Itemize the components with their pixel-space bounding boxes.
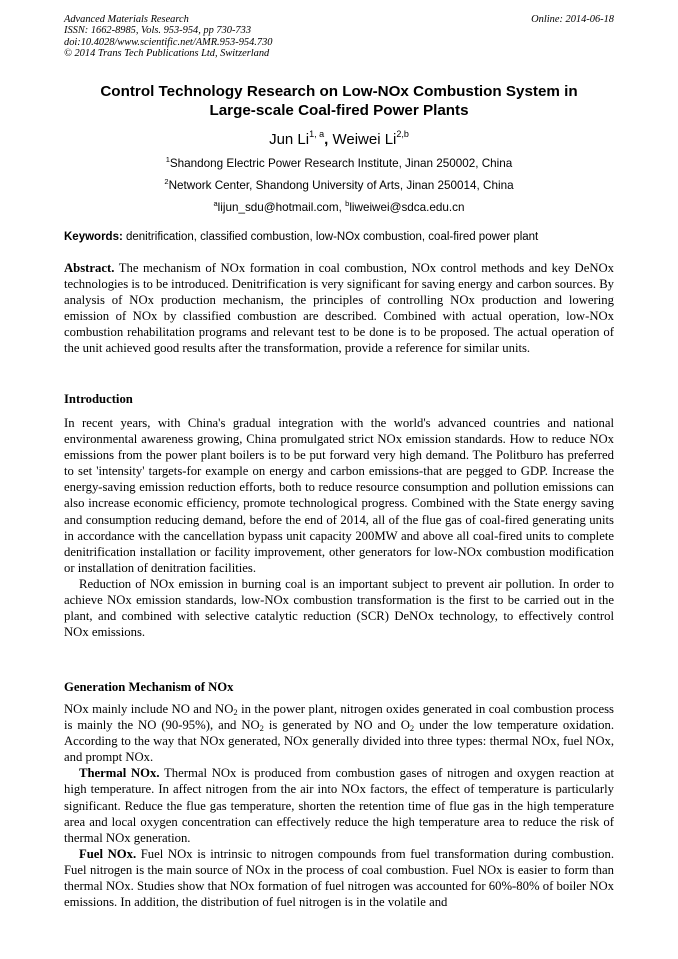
fuel-nox-paragraph: [64, 846, 614, 910]
section-heading-generation-mechanism: Generation Mechanism of NOx: [64, 680, 234, 694]
affiliation-1: [64, 157, 614, 171]
affiliation-2-marker: 2: [164, 177, 169, 186]
author-1: Jun Li: [269, 131, 310, 148]
journal-header: [64, 14, 614, 60]
paper-title: [64, 82, 614, 120]
keywords-label: Keywords:: [64, 231, 123, 243]
title-line-2: Large-scale Coal-fired Power Plants: [209, 102, 469, 119]
title-line-1: Control Technology Research on Low-NOx Combustion System in: [100, 83, 578, 100]
fuel-nox-text: Fuel NOx is intrinsic to nitrogen compounds from fuel transformation during combustion. Fuel nitrogen is the main source of NOx in the process of coal combustion. Fuel NOx is easier to form than thermal NOx. Studies show that NOx formation of fuel nitrogen was accounted for 60%-80% of boiler NOx emissions. In addition, the distribution of fuel nitrogen is in the volatile and: [64, 846, 614, 910]
generation-paragraph-1: NOx mainly include NO and $NO_2$ in the power plant, nitrogen oxides generated in coal combustion process is mainly the NO (90-95%), and $NO_2$ is generated by NO and $O_2$ under the low temperature oxidation. According to the way that NOx generated, NOx generally divided into three types: thermal NOx, fuel NOx, and prompt NOx.: [64, 702, 614, 765]
abstract-text: The mechanism of NOx formation in coal combustion, NOx control methods and key DeNOx technologies is to be introduced. Denitrification is very significant for saving energy and carbon sources. By analysis of NOx production mechanism, the principles of controlling NOx production and lowering emission of NOx by classified combustion are described. Combined with actual operation, low-NOx combustion rehabilitation programs and relevant test to be done is to be proposed. The actual operation of the unit achieved good results after the transformation, provide a reference for similar units.: [64, 261, 614, 356]
thermal-nox-text: Thermal NOx is produced from combustion gases of nitrogen and oxygen reaction at high temperature. In affect nitrogen from the air into NOx factors, the effect of temperature is particularly significant. Reduce the flue gas temperature, shorten the retention time of flue gas in the high temperature area and local oxygen concentration can effectively reduce the high temperature area to reduce the risk of thermal NOx generation.: [64, 766, 614, 845]
doi-line: doi:10.4028/www.scientific.net/AMR.953-954.730: [64, 36, 273, 48]
email-b-marker: b: [345, 199, 350, 208]
introduction-paragraph-1: In recent years, with China's gradual integration with the world's advanced countries and national environmental awareness growing, China promulgated strict NOx emission standards. How to reduce NOx emissions from the power plant boilers is to be put forward very high demand. The Politburo has preferred to set 'intensity' targets-for example on energy and carbon emissions-that are pegged to GDP. Increase the energy-saving emission reduction efforts, both to reduce resource consumption and pollution emissions can also increase economic efficiency, promote technological progress. Combined with the State energy saving and consumption reducing demand, before the end of 2014, all of the flue gas of coal-fired generating units in accordance with the cancellation bypass unit capacity 200MW and above all coal-fired units to complete denitrification installation or facility improvement, other generators for low-NOx combustion modification or installation of denitration facilities.: [64, 416, 614, 575]
email-a-marker: a: [213, 199, 218, 208]
copyright-line: © 2014 Trans Tech Publications Ltd, Switzerland: [64, 48, 270, 60]
abstract-label: Abstract.: [64, 261, 115, 275]
introduction-paragraph-2: Reduction of NOx emission in burning coal is an important subject to prevent air pollution. In order to achieve NOx emission standards, low-NOx combustion transformation is the first to be carried out in the plant, and combined with selective catalytic reduction (SCR) DeNOx technology, to effectively control NOx emissions.: [64, 576, 614, 640]
issn-line: ISSN: 1662-8985, Vols. 953-954, pp 730-733: [64, 25, 252, 37]
thermal-nox-label: Thermal NOx.: [79, 766, 160, 781]
affiliation-2-text: Network Center, Shandong University of Arts, Jinan 250014, China: [168, 179, 514, 192]
author-list: [64, 131, 614, 149]
introduction-body: [64, 415, 614, 640]
fuel-nox-label: Fuel NOx.: [79, 846, 137, 861]
author-1-superscript: 1, a: [309, 129, 325, 139]
affiliation-2: [64, 179, 614, 193]
thermal-nox-paragraph: [64, 765, 614, 845]
generation-body: [64, 701, 614, 910]
author-separator: ,: [324, 131, 333, 148]
online-date: Online: 2014-06-18: [531, 14, 614, 25]
email-a: lijun_sdu@hotmail.com,: [217, 201, 346, 214]
journal-name: Advanced Materials Research: [64, 14, 189, 25]
email-b: liweiwei@sdca.edu.cn: [349, 201, 465, 214]
affiliation-1-text: Shandong Electric Power Research Institute, Jinan 250002, China: [169, 157, 513, 170]
author-emails: [64, 201, 614, 215]
section-heading-introduction: Introduction: [64, 392, 133, 406]
keywords-text: denitrification, classified combustion, low-NOx combustion, coal-fired power plant: [122, 231, 539, 243]
affiliation-1-marker: 1: [165, 155, 170, 164]
author-2: Weiwei Li: [332, 131, 397, 148]
keywords: [64, 230, 614, 244]
abstract: [64, 260, 614, 357]
author-2-superscript: 2,b: [396, 129, 409, 139]
